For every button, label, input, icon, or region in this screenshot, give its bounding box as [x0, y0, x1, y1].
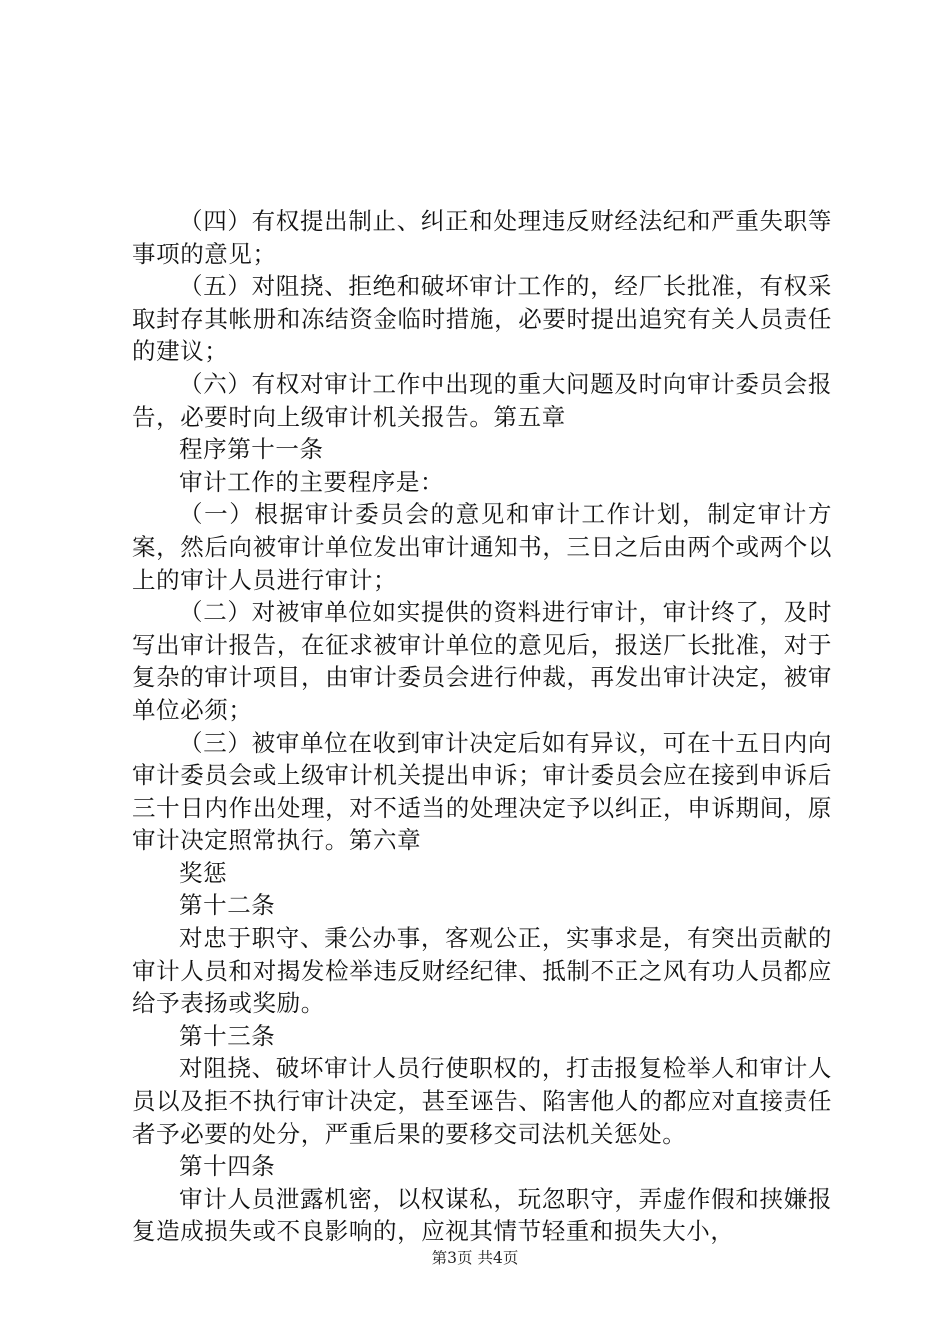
paragraph-article-14: 审计人员泄露机密，以权谋私，玩忽职守，弄虚作假和挟嫌报复造成损失或不良影响的，应视其情节轻重和损失大小， [132, 1184, 832, 1246]
paragraph-article-12: 对忠于职守、秉公办事，客观公正，实事求是，有突出贡献的审计人员和对揭发检举违反财经纪律、抵制不正之风有功人员都应给予表扬或奖励。 [132, 924, 832, 1018]
heading-article-11: 程序第十一条 [179, 435, 324, 464]
paragraph-article-13: 对阻挠、破坏审计人员行使职权的，打击报复检举人和审计人员以及拒不执行审计决定，甚至诬告、陷害他人的都应对直接责任者予必要的处分，严重后果的要移交司法机关惩处。 [132, 1054, 832, 1148]
page-footer [0, 1246, 950, 1268]
heading-rewards-penalties: 奖惩 [179, 858, 228, 887]
paragraph-procedure-1: （一）根据审计委员会的意见和审计工作计划，制定审计方案，然后向被审计单位发出审计通知书，三日之后由两个或两个以上的审计人员进行审计； [132, 500, 832, 594]
document-body [132, 205, 832, 1248]
paragraph-procedure-3: （三）被审单位在收到审计决定后如有异议，可在十五日内向审计委员会或上级审计机关提出申诉；审计委员会应在接到申诉后三十日内作出处理，对不适当的处理决定予以纠正，申诉期间，原审计决定照常执行。第六章 [132, 728, 832, 855]
paragraph-clause-4: （四）有权提出制止、纠正和处理违反财经法纪和严重失职等事项的意见； [132, 207, 832, 268]
heading-article-13: 第十三条 [179, 1021, 276, 1050]
heading-article-14: 第十四条 [179, 1152, 276, 1181]
heading-article-12: 第十二条 [179, 891, 276, 920]
paragraph-procedure-intro: 审计工作的主要程序是： [179, 467, 445, 496]
paragraph-clause-6: （六）有权对审计工作中出现的重大问题及时向审计委员会报告，必要时向上级审计机关报告。第五章 [132, 369, 832, 431]
page-number-label: 第3页 共4页 [431, 1249, 519, 1267]
paragraph-clause-5: （五）对阻挠、拒绝和破坏审计工作的，经厂长批准，有权采取封存其帐册和冻结资金临时措施，必要时提出追究有关人员责任的建议； [132, 272, 832, 366]
paragraph-procedure-2: （二）对被审单位如实提供的资料进行审计，审计终了，及时写出审计报告，在征求被审计单位的意见后，报送厂长批准，对于复杂的审计项目，由审计委员会进行仲裁，再发出审计决定，被审单位必须； [132, 598, 832, 724]
